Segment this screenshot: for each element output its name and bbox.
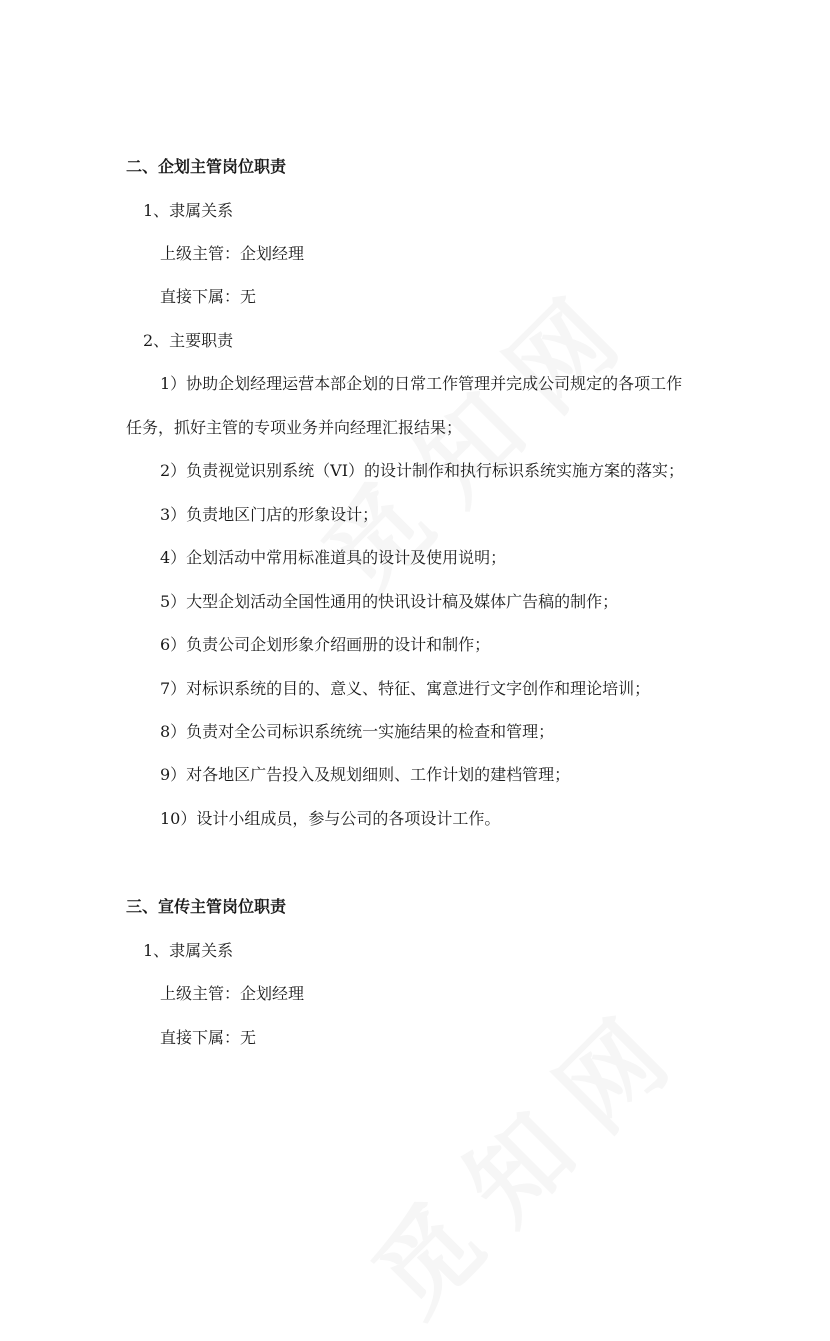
duty-item: 8）负责对全公司标识系统统一实施结果的检查和管理；	[160, 722, 555, 741]
section-heading: 三、宣传主管岗位职责	[126, 897, 287, 916]
duty-item: 1）协助企划经理运营本部企划的日常工作管理并完成公司规定的各项工作	[160, 374, 683, 393]
duty-item: 5）大型企划活动全国性通用的快讯设计稿及媒体广告稿的制作；	[160, 592, 619, 611]
subsection-heading: 1、隶属关系	[143, 941, 234, 960]
duty-item: 7）对标识系统的目的、意义、特征、寓意进行文字创作和理论培训；	[160, 679, 651, 698]
subsection-heading: 1、隶属关系	[143, 201, 234, 220]
subsection-heading: 2、主要职责	[143, 331, 234, 350]
duty-item: 3）负责地区门店的形象设计；	[160, 505, 379, 524]
duty-item: 6）负责公司企划形象介绍画册的设计和制作；	[160, 635, 491, 654]
watermark	[336, 963, 714, 1341]
subordinate-line: 直接下属：无	[160, 1028, 257, 1047]
duty-item: 4）企划活动中常用标准道具的设计及使用说明；	[160, 548, 507, 567]
superior-line: 上级主管：企划经理	[160, 244, 305, 263]
superior-line: 上级主管：企划经理	[160, 984, 305, 1003]
duty-item: 2）负责视觉识别系统（VI）的设计制作和执行标识系统实施方案的落实；	[160, 461, 685, 480]
duty-item: 10）设计小组成员，参与公司的各项设计工作。	[160, 809, 501, 828]
subordinate-line: 直接下属：无	[160, 287, 257, 306]
duty-item: 9）对各地区广告投入及规划细则、工作计划的建档管理；	[160, 765, 571, 784]
duty-item-continuation: 任务，抓好主管的专项业务并向经理汇报结果；	[126, 418, 463, 437]
section-heading: 二、企划主管岗位职责	[126, 157, 287, 176]
